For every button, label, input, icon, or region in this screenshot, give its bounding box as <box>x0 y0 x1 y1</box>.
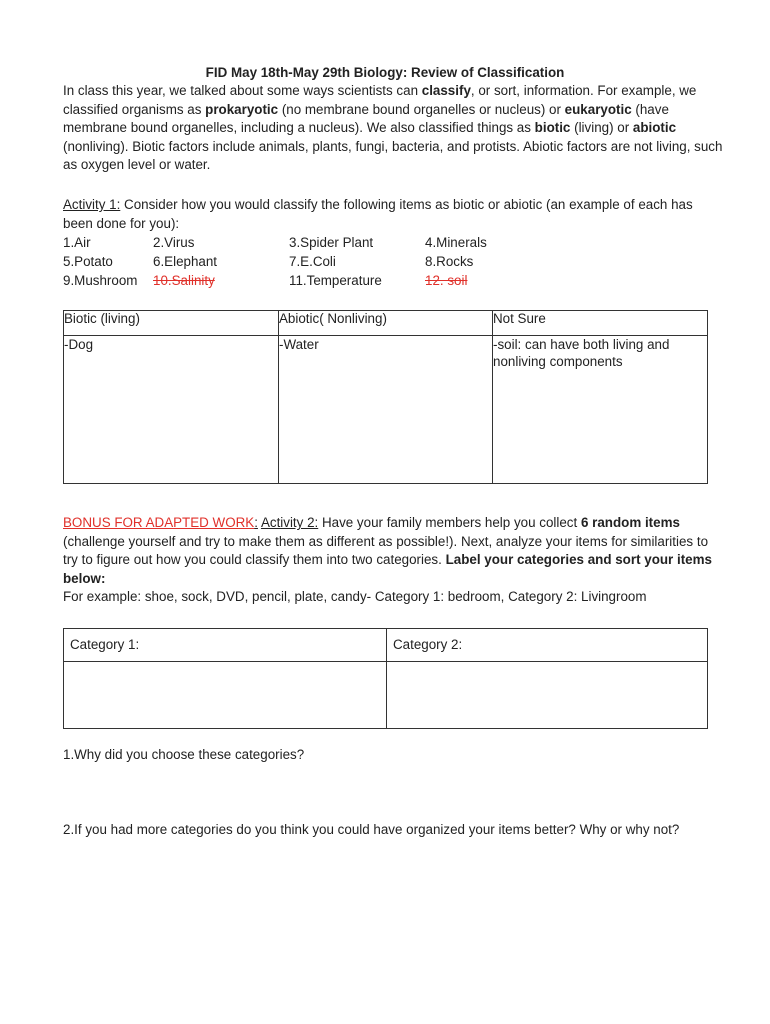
activity1-label: Activity 1: <box>63 197 121 212</box>
intro-text: In class this year, we talked about some ways scientists can <box>63 83 422 98</box>
list-item-struck: 12. soil <box>425 273 468 288</box>
header-category-2: Category 2: <box>387 629 708 662</box>
activity2-example: For example: shoe, sock, DVD, pencil, plate, candy- Category 1: bedroom, Category 2: Livingroom <box>63 589 647 605</box>
intro-text: , or sort, information. For example, we classified organisms as <box>63 83 697 117</box>
cell-biotic[interactable]: -Dog <box>64 336 279 484</box>
list-item: 9.Mushroom <box>63 273 138 288</box>
list-item: 1.Air <box>63 235 91 250</box>
cell-not-sure[interactable]: -soil: can have both living and nonliving components <box>493 336 708 484</box>
term-biotic: biotic <box>534 120 571 136</box>
list-item: 8.Rocks <box>425 254 474 269</box>
term-eukaryotic: eukaryotic <box>564 101 632 117</box>
cell-category-1[interactable] <box>64 662 387 729</box>
intro-text: (nonliving). Biotic factors include animals, plants, fungi, bacteria, and protists. Abiotic factors are not living, such as oxygen level or water. <box>63 138 723 173</box>
cell-category-2[interactable] <box>387 662 708 729</box>
table-header-row <box>64 311 708 336</box>
activity2-text: Have your family members help you collect <box>318 515 581 530</box>
list-item: 5.Potato <box>63 254 113 269</box>
question-1: 1.Why did you choose these categories? <box>63 747 305 762</box>
header-not-sure: Not Sure <box>493 311 708 336</box>
table-row <box>64 662 708 729</box>
activity1-instructions <box>63 196 723 233</box>
cell-abiotic[interactable]: -Water <box>279 336 493 484</box>
intro-text: (living) or <box>570 120 633 136</box>
category-table <box>63 628 708 729</box>
activity2-bold: Label your categories and sort your items below: <box>63 552 712 586</box>
activity2-label: Activity 2: <box>260 515 319 530</box>
list-item-struck: 10.Salinity <box>153 273 215 288</box>
classification-table <box>63 310 708 484</box>
term-abiotic: abiotic <box>632 120 677 136</box>
intro-text: (have membrane bound organelles, including a nucleus). We also classified things as <box>63 101 669 136</box>
intro-text: (no membrane bound organelles or nucleus) or <box>278 101 565 117</box>
header-category-1: Category 1: <box>64 629 387 662</box>
header-biotic: Biotic (living) <box>64 311 279 336</box>
activity1-text: Consider how you would classify the following items as biotic or abiotic (an example of each has been done for you): <box>63 197 693 231</box>
term-classify: classify <box>421 83 471 98</box>
list-item: 11.Temperature <box>289 273 382 288</box>
list-item: 4.Minerals <box>425 235 487 250</box>
bonus-colon: : <box>254 515 258 530</box>
bonus-label: BONUS FOR ADAPTED WORK <box>63 515 255 530</box>
activity2-bold: 6 random items <box>580 515 680 530</box>
activity2-text: (challenge yourself and try to make them as different as possible!). Next, analyze your items for similarities to try to figure out how you could classify them into two categories. <box>63 533 709 568</box>
header-abiotic: Abiotic( Nonliving) <box>279 311 493 336</box>
list-item: 3.Spider Plant <box>289 235 374 250</box>
table-row <box>64 336 708 484</box>
table-header-row <box>64 629 708 662</box>
activity2-instructions <box>63 514 723 607</box>
page-title: FID May 18th-May 29th Biology: Review of Classification <box>205 65 565 80</box>
list-item: 6.Elephant <box>153 254 218 269</box>
intro-paragraph <box>63 82 723 175</box>
term-prokaryotic: prokaryotic <box>205 101 279 117</box>
list-item: 2.Virus <box>153 235 195 250</box>
question-2: 2.If you had more categories do you think you could have organized your items better? Why or why not? <box>63 822 680 837</box>
list-item: 7.E.Coli <box>289 254 336 269</box>
